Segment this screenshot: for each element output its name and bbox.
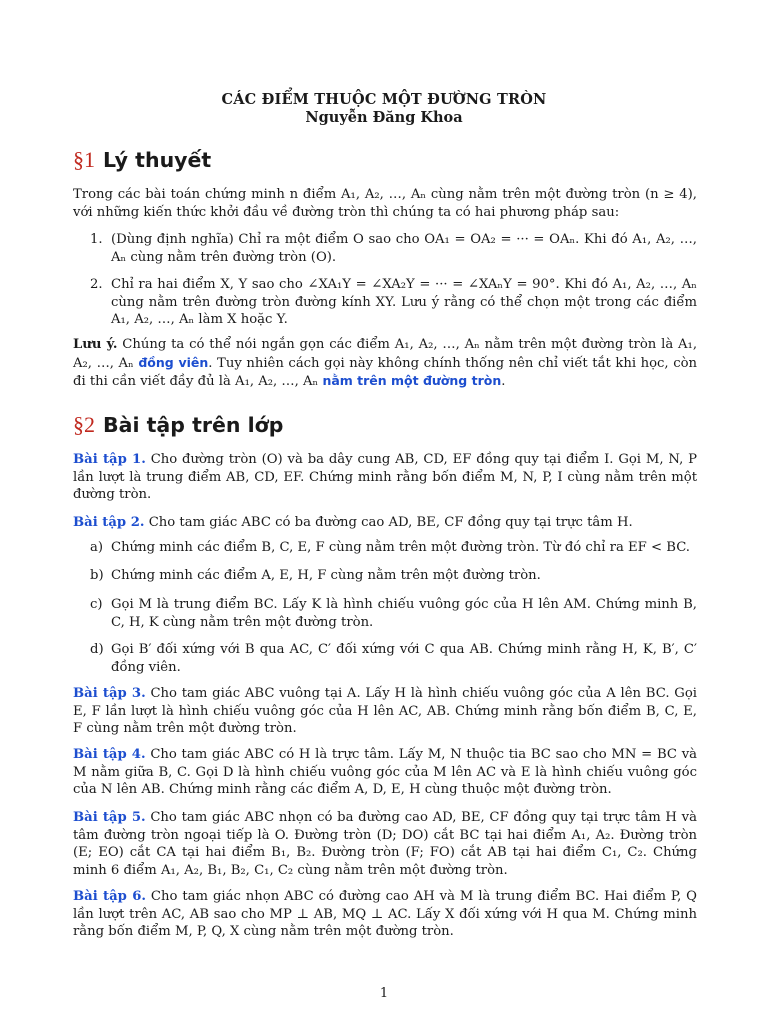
method-item-1 (73, 231, 697, 266)
note-paragraph (73, 336, 697, 391)
keyword-nam-tren-duong-tron: nằm trên một đường tròn (322, 373, 502, 388)
section-2-number: §2 (73, 412, 95, 437)
part-text: Chứng minh các điểm A, E, H, F cùng nằm trên một đường tròn. (111, 568, 541, 583)
exercise-3 (73, 685, 697, 738)
exercise-2-text: Cho tam giác ABC có ba đường cao AD, BE, CF đồng quy tại trực tâm H. (148, 515, 633, 530)
part-label: c) (90, 597, 103, 612)
exercise-2-part-d (73, 641, 697, 676)
note-text-2: . Tuy nhiên cách gọi này không chính thống nên chỉ viết tắt khi học, còn đi thi cần viết đầy đủ là A₁, A₂, …, Aₙ (73, 355, 698, 389)
document-title: CÁC ĐIỂM THUỘC MỘT ĐƯỜNG TRÒN (221, 91, 547, 108)
section-1-heading (73, 147, 211, 173)
exercise-4 (73, 746, 697, 799)
method-item-2 (73, 276, 697, 329)
exercise-2-part-a (73, 539, 697, 557)
exercise-2 (73, 514, 697, 532)
section-2-heading (73, 412, 283, 438)
exercise-6-text: Cho tam giác nhọn ABC có đường cao AH và M là trung điểm BC. Hai điểm P, Q lần lượt trên AC, AB sao cho MP ⊥ AB, MQ ⊥ AC. Lấy X đối xứng với H qua M. Chứng minh rằng bốn điểm M, P, Q, X cùng nằm trên một đường tròn. (73, 889, 697, 939)
exercise-5 (73, 809, 697, 879)
exercise-1-label: Bài tập 1. (73, 452, 146, 467)
note-text-1: Chúng ta có thể nói ngắn gọn các điểm A₁, A₂, …, Aₙ nằm trên một đường tròn là A₁, A₂, …, Aₙ (73, 337, 698, 371)
part-text: Chứng minh các điểm B, C, E, F cùng nằm trên một đường tròn. Từ đó chỉ ra EF < BC. (111, 540, 691, 555)
exercise-1-text: Cho đường tròn (O) và ba dây cung AB, CD, EF đồng quy tại điểm I. Gọi M, N, P lần lượt là trung điểm AB, CD, EF. Chứng minh rằng bốn điểm M, N, P, I cùng nằm trên một đường tròn. (73, 452, 698, 502)
part-label: b) (90, 568, 104, 583)
exercise-5-label: Bài tập 5. (73, 810, 146, 825)
method-label: 1. (90, 232, 103, 247)
part-label: d) (90, 642, 104, 657)
section-2-title: Bài tập trên lớp (103, 413, 284, 437)
exercise-5-text: Cho tam giác ABC nhọn có ba đường cao AD, BE, CF đồng quy tại trực tâm H và tâm đường tròn ngoại tiếp là O. Đường tròn (D; DO) cắt BC tại hai điểm A₁, A₂. Đường tròn (E; EO) cắt CA tại hai điểm B₁, B₂. Đường tròn (F; FO) cắt AB tại hai điểm C₁, C₂. Chứng minh 6 điểm A₁, A₂, B₁, B₂, C₁, C₂ cùng nằm trên một đường tròn. (73, 810, 697, 878)
section-1-title: Lý thuyết (103, 148, 212, 172)
method-text: Chỉ ra hai điểm X, Y sao cho ∠XA₁Y = ∠XA₂Y = ··· = ∠XAₙY = 90°. Khi đó A₁, A₂, …, Aₙ cùng nằm trên đường tròn đường kính XY. Lưu ý rằng có thể chọn một trong các điểm A₁, A₂, …, Aₙ làm X hoặc Y. (111, 277, 697, 327)
exercise-2-part-b (73, 567, 697, 585)
exercise-2-part-c (73, 596, 697, 631)
exercise-2-label: Bài tập 2. (73, 515, 145, 530)
note-text-3: . (501, 374, 506, 389)
document-author: Nguyễn Đăng Khoa (305, 109, 463, 126)
exercise-6-label: Bài tập 6. (73, 889, 146, 904)
exercise-4-label: Bài tập 4. (73, 747, 146, 762)
section-1-number: §1 (73, 147, 95, 172)
exercise-3-text: Cho tam giác ABC vuông tại A. Lấy H là hình chiếu vuông góc của A lên BC. Gọi E, F lần lượt là hình chiếu vuông góc của H lên AC, AB. Chứng minh rằng bốn điểm B, C, E, F cùng nằm trên một đường tròn. (73, 686, 697, 736)
page-number: 1 (379, 986, 389, 1001)
exercise-3-label: Bài tập 3. (73, 686, 146, 701)
section-1-intro: Trong các bài toán chứng minh n điểm A₁, A₂, …, Aₙ cùng nằm trên một đường tròn (n ≥ 4), với những kiến thức khởi đầu về đường tròn thì chúng ta có hai phương pháp sau: (73, 187, 697, 220)
exercise-6 (73, 888, 697, 941)
exercise-4-text: Cho tam giác ABC có H là trực tâm. Lấy M, N thuộc tia BC sao cho MN = BC và M nằm giữa B, C. Gọi D là hình chiếu vuông góc của M lên AC và E là hình chiếu vuông góc của N lên AB. Chứng minh rằng các điểm A, D, E, H cùng thuộc một đường tròn. (73, 747, 698, 797)
note-label: Lưu ý. (73, 337, 118, 352)
part-text: Gọi B′ đối xứng với B qua AC, C′ đối xứng với C qua AB. Chứng minh rằng H, K, B′, C′ đồng viên. (111, 642, 697, 675)
part-text: Gọi M là trung điểm BC. Lấy K là hình chiếu vuông góc của H lên AM. Chứng minh B, C, H, K cùng nằm trên một đường tròn. (111, 597, 697, 630)
method-label: 2. (90, 277, 103, 292)
part-label: a) (90, 540, 104, 555)
keyword-dong-vien: đồng viên (138, 354, 209, 370)
method-text: (Dùng định nghĩa) Chỉ ra một điểm O sao cho OA₁ = OA₂ = ··· = OAₙ. Khi đó A₁, A₂, …, Aₙ cùng nằm trên đường tròn (O). (111, 232, 697, 265)
exercise-1 (73, 451, 697, 504)
